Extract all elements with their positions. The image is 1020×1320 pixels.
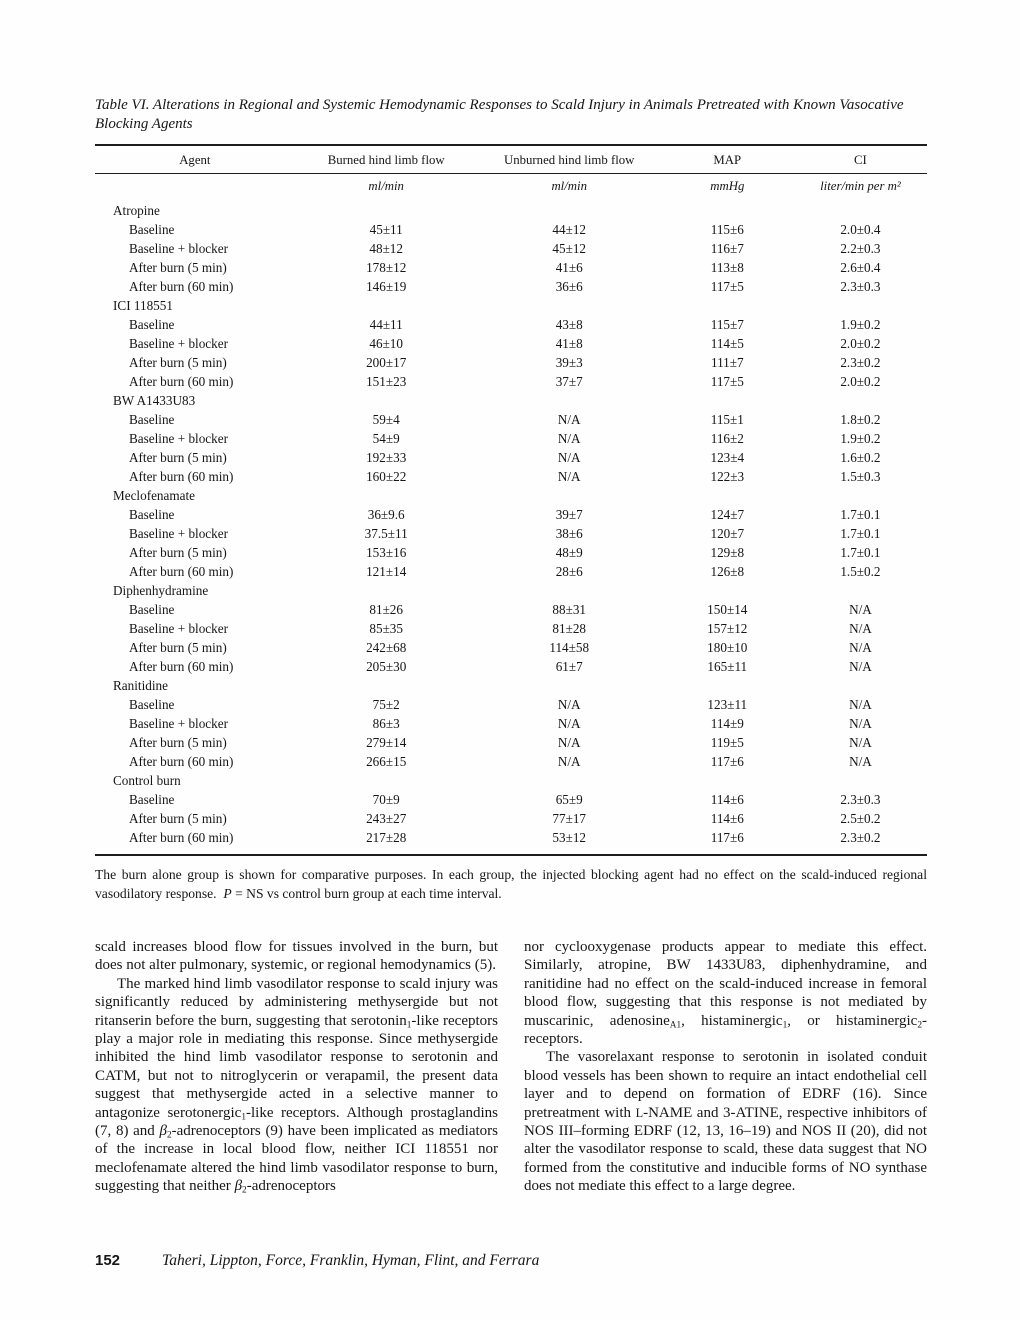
group-name: Control burn: [113, 773, 181, 788]
table-cell: 2.0±0.2: [840, 374, 881, 389]
table-row: [95, 828, 927, 855]
table-cell: N/A: [849, 640, 872, 655]
table-row: [95, 239, 927, 258]
table-cell: 65±9: [555, 792, 583, 807]
table-cell: 1.9±0.2: [840, 431, 881, 446]
table-group-row: [95, 296, 927, 315]
row-label: Baseline + blocker: [129, 431, 228, 446]
table-row: [95, 695, 927, 714]
group-name: Atropine: [113, 203, 160, 218]
table-row: [95, 448, 927, 467]
table-cell: 180±10: [707, 640, 748, 655]
table-cell: N/A: [849, 659, 872, 674]
table-row: [95, 258, 927, 277]
row-label: After burn (60 min): [95, 828, 295, 855]
table-units-row: [95, 174, 927, 202]
table-vi-block: [95, 96, 927, 903]
table-cell: 53±12: [478, 828, 661, 855]
table-cell: N/A: [557, 431, 581, 446]
group-name: Meclofenamate: [113, 488, 196, 503]
table-cell: 2.5±0.2: [840, 811, 881, 826]
row-label: Baseline: [129, 412, 175, 427]
table-cell: 266±15: [366, 754, 407, 769]
table-cell: 115±6: [710, 222, 744, 237]
table-group-row: [95, 486, 927, 505]
table-cell: 39±3: [555, 355, 583, 370]
table-row: [95, 429, 927, 448]
table-cell: 38±6: [555, 526, 583, 541]
table-cell: 1.6±0.2: [840, 450, 881, 465]
table-cell: 1.7±0.1: [840, 545, 881, 560]
table-cell: 70±9: [372, 792, 400, 807]
table-row: [95, 410, 927, 429]
table-cell: 36±9.6: [367, 507, 405, 522]
table-cell: 157±12: [707, 621, 748, 636]
table-cell: 2.3±0.3: [840, 279, 881, 294]
table-cell: 242±68: [366, 640, 407, 655]
page-number: 152: [95, 1252, 121, 1269]
col-header-unburned-flow: Unburned hind limb flow: [478, 145, 661, 174]
row-label: Baseline + blocker: [129, 336, 228, 351]
table-cell: 2.0±0.4: [840, 222, 881, 237]
col-header-ci: CI: [794, 145, 927, 174]
table-cell: 44±12: [552, 222, 587, 237]
table-group-row: [95, 201, 927, 220]
row-label: After burn (5 min): [129, 811, 227, 826]
table-group-row: [95, 771, 927, 790]
table-cell: N/A: [849, 735, 872, 750]
table-cell: 59±4: [372, 412, 400, 427]
table-row: [95, 619, 927, 638]
table-cell: 151±23: [366, 374, 407, 389]
row-label: Baseline: [129, 792, 175, 807]
table-row: [95, 505, 927, 524]
table-row: [95, 809, 927, 828]
table-cell: 37±7: [555, 374, 583, 389]
table-cell: 2.3±0.2: [794, 828, 927, 855]
table-cell: 1.9±0.2: [840, 317, 881, 332]
row-label: Baseline: [129, 317, 175, 332]
table-cell: 123±4: [710, 450, 745, 465]
table-cell: 119±5: [710, 735, 744, 750]
table-cell: 28±6: [555, 564, 583, 579]
row-label: After burn (5 min): [129, 450, 227, 465]
table-row: [95, 334, 927, 353]
table-cell: 48±12: [369, 241, 403, 256]
table-cell: 124±7: [710, 507, 745, 522]
body-paragraph: The vasorelaxant response to serotonin in isolated conduit blood vessels has been shown to require an intact endothelial cell layer and to depend on formation of EDRF (16). Since pretreatment with L-NAME and 3-ATINE, respective inhibitors of NOS III–forming EDRF (12, 13, 16–19) and NOS II (20), did not alter the vasodilator response to scald, these data suggest that NO formed from the constitutive and inducible forms of NO synthase does not mediate this effect to a large degree.: [524, 1049, 927, 1195]
table-row: [95, 277, 927, 296]
group-name: BW A1433U83: [113, 393, 196, 408]
table-cell: 114±9: [710, 716, 744, 731]
table-cell: 117±6: [661, 828, 794, 855]
table-cell: 114±6: [710, 811, 744, 826]
row-label: Baseline + blocker: [129, 241, 228, 256]
table-cell: 279±14: [366, 735, 407, 750]
table-cell: 54±9: [372, 431, 400, 446]
row-label: After burn (5 min): [129, 640, 227, 655]
table-cell: 114±5: [710, 336, 744, 351]
group-name: Diphenhydramine: [113, 583, 209, 598]
unit-burned-flow: ml/min: [368, 179, 404, 193]
table-cell: 81±26: [369, 602, 403, 617]
table-cell: 160±22: [366, 469, 407, 484]
table-cell: N/A: [849, 716, 872, 731]
table-cell: N/A: [557, 412, 581, 427]
table-row: [95, 353, 927, 372]
table-row: [95, 315, 927, 334]
row-label: After burn (5 min): [129, 735, 227, 750]
row-label: After burn (5 min): [129, 355, 227, 370]
table-cell: N/A: [557, 735, 581, 750]
table-cell: 115±7: [710, 317, 744, 332]
table-cell: N/A: [557, 716, 581, 731]
row-label: Baseline + blocker: [129, 526, 228, 541]
table-cell: 178±12: [366, 260, 407, 275]
table-row: [95, 638, 927, 657]
group-name: Ranitidine: [113, 678, 168, 693]
table-cell: 85±35: [369, 621, 403, 636]
table-cell: N/A: [849, 754, 872, 769]
row-label: Baseline: [129, 602, 175, 617]
body-text: [95, 938, 927, 1196]
table-cell: 1.8±0.2: [840, 412, 881, 427]
table-cell: 37.5±11: [364, 526, 408, 541]
col-header-burned-flow: Burned hind limb flow: [295, 145, 478, 174]
row-label: After burn (5 min): [129, 545, 227, 560]
body-paragraph: scald increases blood flow for tissues involved in the burn, but does not alter pulmonary, systemic, or regional hemodynamics (5).: [95, 939, 498, 974]
table-cell: 41±6: [555, 260, 583, 275]
table-cell: 150±14: [707, 602, 748, 617]
table-cell: 2.0±0.2: [840, 336, 881, 351]
table-row: [95, 733, 927, 752]
table-cell: N/A: [557, 469, 581, 484]
table-cell: 46±10: [369, 336, 403, 351]
table-row: [95, 752, 927, 771]
table-cell: 126±8: [710, 564, 745, 579]
unit-unburned-flow: ml/min: [551, 179, 587, 193]
table-cell: 205±30: [366, 659, 407, 674]
table-cell: 117±5: [710, 279, 744, 294]
table-row: [95, 524, 927, 543]
table-cell: 117±6: [710, 754, 744, 769]
row-label: After burn (60 min): [129, 659, 234, 674]
table-cell: 146±19: [366, 279, 407, 294]
table-cell: 61±7: [555, 659, 583, 674]
table-row: [95, 600, 927, 619]
table-cell: 122±3: [710, 469, 745, 484]
table-cell: 192±33: [366, 450, 407, 465]
table-row: [95, 220, 927, 239]
table-cell: 2.3±0.3: [840, 792, 881, 807]
table-cell: 114±6: [710, 792, 744, 807]
table-cell: 114±58: [549, 640, 590, 655]
table-cell: 120±7: [710, 526, 745, 541]
row-label: Baseline: [129, 507, 175, 522]
table-footnote: The burn alone group is shown for comparative purposes. In each group, the injected blocking agent had no effect on the scald-induced regional vasodilatory response. P = NS vs control burn group at each time interval.: [95, 867, 927, 901]
table-cell: 123±11: [707, 697, 748, 712]
table-group-row: [95, 676, 927, 695]
table-cell: 43±8: [555, 317, 583, 332]
row-label: After burn (60 min): [129, 374, 234, 389]
table-cell: 75±2: [372, 697, 400, 712]
table-header-row: [95, 145, 927, 174]
table-cell: 81±28: [552, 621, 587, 636]
table-cell: N/A: [849, 697, 872, 712]
row-label: Baseline: [129, 222, 175, 237]
body-column-left: [95, 938, 498, 1196]
table-cell: 2.6±0.4: [840, 260, 881, 275]
table-cell: N/A: [849, 602, 872, 617]
unit-agent: [95, 174, 295, 202]
table-cell: 36±6: [555, 279, 583, 294]
table-cell: 1.5±0.3: [840, 469, 881, 484]
table-cell: 44±11: [369, 317, 403, 332]
row-label: After burn (5 min): [129, 260, 227, 275]
table-cell: 1.5±0.2: [840, 564, 881, 579]
body-paragraph: nor cyclooxygenase products appear to mediate this effect. Similarly, atropine, BW 1433U83, diphenhydramine, and ranitidine had no effect on the scald-induced increase in femoral blood flow, suggesting that this response is not mediated by muscarinic, adenosine$_{A1}$, histaminergic$_1$, or histaminergic$_2$-receptors.: [524, 939, 927, 1048]
table-cell: 243±27: [366, 811, 407, 826]
table-cell: 200±17: [366, 355, 407, 370]
table-cell: 116±2: [710, 431, 744, 446]
page-footer: [95, 1252, 539, 1270]
table-cell: 116±7: [710, 241, 744, 256]
table-cell: 77±17: [552, 811, 587, 826]
table-cell: 45±11: [369, 222, 403, 237]
table-title: Table VI. Alterations in Regional and Systemic Hemodynamic Responses to Scald Injury in Animals Pretreated with Known Vasocative Blocking Agents: [95, 97, 904, 132]
table-cell: 153±16: [366, 545, 407, 560]
table-row: [95, 372, 927, 391]
body-column-right: [524, 938, 927, 1196]
table-row: [95, 543, 927, 562]
table-group-row: [95, 581, 927, 600]
row-label: After burn (60 min): [129, 754, 234, 769]
table-cell: 86±3: [372, 716, 400, 731]
unit-ci: liter/min per m²: [820, 179, 901, 193]
unit-map: mmHg: [710, 179, 745, 193]
table-row: [95, 562, 927, 581]
row-label: After burn (60 min): [129, 469, 234, 484]
table-cell: 111±7: [710, 355, 744, 370]
table-cell: 117±5: [710, 374, 744, 389]
table-cell: 217±28: [295, 828, 478, 855]
row-label: Baseline + blocker: [129, 716, 228, 731]
table-cell: 2.3±0.2: [840, 355, 881, 370]
table-cell: 1.7±0.1: [840, 507, 881, 522]
col-header-agent: Agent: [95, 145, 295, 174]
table-row: [95, 790, 927, 809]
running-head-authors: Taheri, Lippton, Force, Franklin, Hyman, Flint, and Ferrara: [162, 1252, 540, 1269]
table-group-row: [95, 391, 927, 410]
table-cell: 48±9: [555, 545, 583, 560]
row-label: After burn (60 min): [129, 279, 234, 294]
row-label: After burn (60 min): [129, 564, 234, 579]
table-cell: 39±7: [555, 507, 583, 522]
row-label: Baseline + blocker: [129, 621, 228, 636]
table-row: [95, 714, 927, 733]
table-row: [95, 657, 927, 676]
table-cell: N/A: [557, 697, 581, 712]
table-cell: 115±1: [710, 412, 744, 427]
table-cell: N/A: [557, 450, 581, 465]
table-cell: 41±8: [555, 336, 583, 351]
table-cell: 113±8: [710, 260, 744, 275]
table-vi: [95, 144, 927, 856]
table-cell: 165±11: [707, 659, 748, 674]
body-paragraph: The marked hind limb vasodilator response to scald injury was significantly reduced by administering methysergide but not ritanserin before the burn, suggesting that serotonin$_1$-like receptors play a major role in mediating this response. Since methysergide inhibited the hind limb vasodilator response to serotonin and CATM, but not to nitroglycerin or verapamil, the present data suggest that methysergide acted in a selective manner to antagonize serotonergic$_1$-like receptors. Although prostaglandins (7, 8) and $\beta_2$-adrenoceptors (9) have been implicated as mediators of the increase in local blood flow, neither ICI 118551 nor meclofenamate altered the hind limb vasodilator response to burn, suggesting that neither $\beta_2$-adrenoceptors: [95, 975, 498, 1196]
table-cell: N/A: [849, 621, 872, 636]
table-cell: 1.7±0.1: [840, 526, 881, 541]
table-cell: 45±12: [552, 241, 587, 256]
col-header-map: MAP: [661, 145, 794, 174]
table-cell: 2.2±0.3: [840, 241, 881, 256]
group-name: ICI 118551: [113, 298, 173, 313]
table-cell: N/A: [557, 754, 581, 769]
table-cell: 121±14: [366, 564, 407, 579]
table-row: [95, 467, 927, 486]
table-cell: 129±8: [710, 545, 745, 560]
table-cell: 88±31: [552, 602, 587, 617]
row-label: Baseline: [129, 697, 175, 712]
